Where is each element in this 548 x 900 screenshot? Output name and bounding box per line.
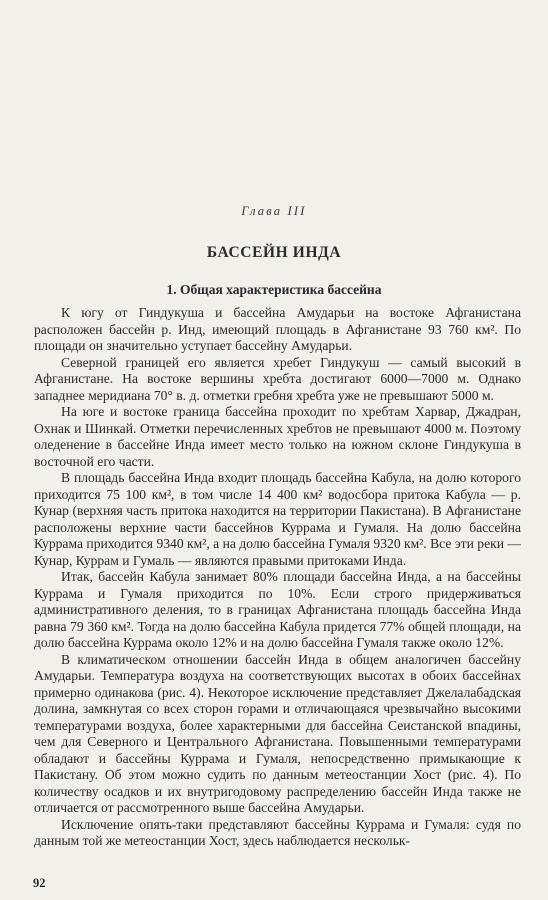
paragraph: В площадь бассейна Инда входит площадь бассейна Кабула, на долю которого приходится 75 100 км², в том числе 14 400 км² водосбора притока Кабула — р. Кунар (верхняя часть притока находится на территории Пакистана). В Афганистане расположены верхние части бассейнов Куррама и Гумаля. На долю бассейна Куррама приходится 9340 км², а на долю бассейна Гумаля 9320 км². Все эти реки — Кунар, Куррам и Гумаль — являются правыми притоками Инда. (34, 470, 521, 568)
page-number: 92 (33, 876, 46, 890)
body-text (34, 305, 521, 850)
section-heading: 1. Общая характеристика бассейна (166, 282, 382, 297)
paragraph: В климатическом отношении бассейн Инда в общем аналогичен бассейну Амударьи. Температура воздуха на соответствующих высотах в обоих бассейнах примерно одинакова (рис. 4). Некоторое исключение представляет Джелалабадская долина, замкнутая со всех сторон горами и отличающаяся чрезвычайно высокими температурами воздуха, более характерными для бассейна Сеистанской впадины, чем для Северного и Центрального Афганистана. Повышенными температурами обладают и бассейны Куррама и Гумаля, непосредственно примыкающие к Пакистану. Об этом можно судить по данным метеостанции Хост (рис. 4). По количеству осадков и их внутригодовому распределению бассейн Инда также не отличается от рассмотренного выше бассейна Амударьи. (34, 651, 521, 815)
paragraph: На юге и востоке граница бассейна проходит по хребтам Харвар, Джадран, Охнак и Шинкай. Отметки перечисленных хребтов не превышают 4000 м. Поэтому оледенение в бассейне Инда имеет место только на южном склоне Гиндукуша в восточной его части. (34, 404, 521, 469)
paragraph: К югу от Гиндукуша и бассейна Амударьи на востоке Афганистана расположен бассейн р. Инд, имеющий площадь в Афганистане 93 760 км². По площади он значительно уступает бассейну Амударьи. (34, 305, 521, 353)
paragraph: Северной границей его является хребет Гиндукуш — самый высокий в Афганистане. На востоке вершины хребта достигают 6000—7000 м. Однако западнее меридиана 70° в. д. отметки гребня хребта уже не превышают 5000 м. (34, 354, 521, 403)
paragraph: Исключение опять-таки представляют бассейны Куррама и Гумаля: судя по данным той же метеостанции Хост, здесь наблюдается нескольк- (34, 816, 521, 848)
paragraph: Итак, бассейн Кабула занимает 80% площади бассейна Инда, а на бассейны Куррама и Гумаля приходится по 10%. Если строго придерживаться административного деления, то в границах Афганистана площадь бассейна Инда равна 79 360 км². Тогда на долю бассейна Кабула придется 77% общей площади, на долю бассейна Куррама около 12% и на долю бассейна Гумаля также около 12%. (34, 569, 521, 650)
chapter-label: Глава III (241, 204, 307, 218)
chapter-title: БАССЕЙН ИНДА (206, 244, 342, 261)
